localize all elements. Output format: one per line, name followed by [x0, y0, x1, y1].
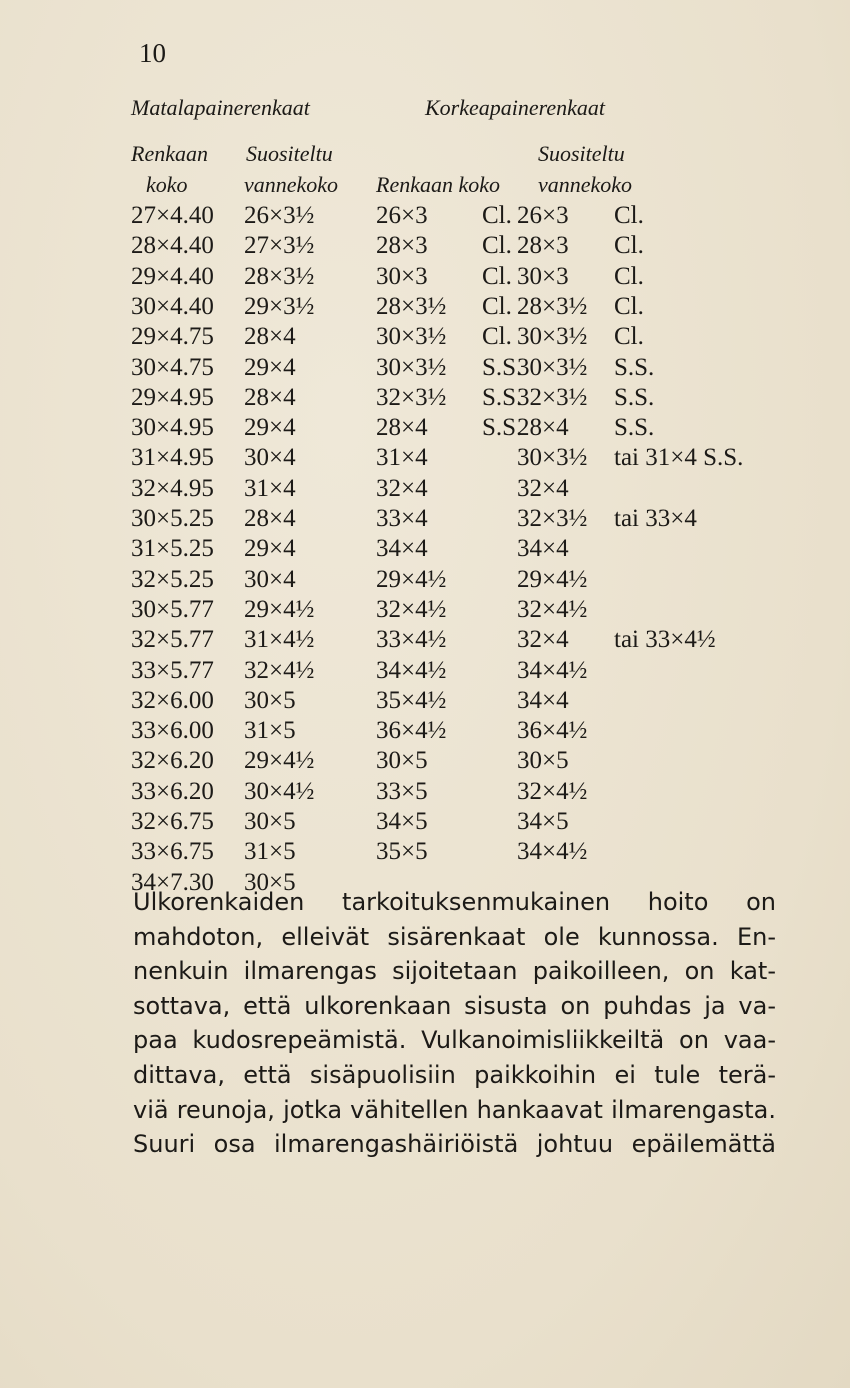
paragraph-line: dittava, että sisäpuolisiin paikkoihin ei tule terä-: [133, 1060, 776, 1089]
high-tire-size-cell: 33×4: [376, 505, 428, 532]
header-low-rim-1: Suositeltu: [246, 141, 333, 166]
high-rim-size-cell: 28×3: [517, 232, 569, 260]
low-tire-size-cell: 33×6.20: [131, 777, 214, 805]
high-tire-size-cell: 28×3: [376, 232, 428, 260]
paragraph-line: Suuri osa ilmarengashäiriöistä johtuu epäilemättä: [133, 1130, 776, 1159]
high-tire-size-cell: 35×5: [376, 838, 428, 866]
paragraph-line: nenkuin ilmarengas sijoitetaan paikoilleen, on kat-: [133, 957, 776, 986]
high-rim-size-cell: 30×3: [517, 262, 569, 290]
low-tire-size-cell: 33×5.77: [131, 656, 214, 684]
high-rim-size-cell: 32×4½: [517, 777, 588, 805]
low-rim-size-cell: 28×4: [244, 323, 296, 351]
header-low-tire-size-2: koko: [146, 172, 188, 197]
high-rim-note-cell: Cl.: [614, 232, 644, 260]
low-tire-size-cell: 34×7.30: [131, 868, 214, 896]
high-tire-size-cell: 34×5: [376, 808, 428, 835]
low-rim-size-cell: 27×3½: [244, 232, 315, 260]
high-rim-size-cell: 29×4½: [517, 565, 588, 593]
paragraph-line: mahdoton, elleivät sisärenkaat ole kunnossa. En-: [133, 922, 776, 951]
high-tire-type-cell: S.S.: [482, 383, 523, 411]
header-low-tire-size-1: Renkaan: [131, 141, 208, 166]
high-rim-size-cell: 32×4½: [517, 595, 588, 623]
low-rim-size-cell: 28×4: [244, 505, 296, 532]
header-low-pressure: Matalapainerenkaat: [131, 95, 310, 120]
high-rim-note-cell: Cl.: [614, 323, 644, 351]
high-tire-size-cell: 30×3½: [376, 323, 447, 351]
low-tire-size-cell: 30×5.25: [131, 505, 214, 532]
high-rim-note-cell: S.S.: [614, 353, 655, 381]
high-tire-size-cell: 32×3½: [376, 383, 447, 411]
low-rim-size-cell: 29×4½: [244, 595, 315, 623]
high-tire-type-cell: Cl.: [482, 232, 512, 260]
high-rim-note-cell: S.S.: [614, 414, 655, 442]
low-tire-size-cell: 33×6.75: [131, 838, 214, 866]
high-rim-size-cell: 32×3½: [517, 383, 588, 411]
low-rim-size-cell: 28×3½: [244, 262, 315, 290]
high-rim-note-cell: Cl.: [614, 292, 644, 320]
low-rim-size-cell: 29×4: [244, 353, 296, 381]
high-rim-size-cell: 34×5: [517, 808, 569, 835]
low-tire-size-cell: 30×4.95: [131, 414, 214, 442]
low-tire-size-cell: 33×6.00: [131, 717, 214, 745]
high-tire-size-cell: 36×4½: [376, 717, 447, 745]
low-tire-size-cell: 32×6.20: [131, 747, 214, 775]
low-tire-size-cell: 32×4.95: [131, 474, 214, 502]
low-rim-size-cell: 29×3½: [244, 292, 315, 320]
low-tire-size-cell: 29×4.75: [131, 323, 214, 351]
high-tire-size-cell: 34×4½: [376, 656, 447, 684]
low-tire-size-cell: 32×6.75: [131, 808, 214, 835]
header-high-rim-1: Suositeltu: [538, 141, 625, 166]
low-tire-size-cell: 28×4.40: [131, 232, 214, 260]
low-tire-size-cell: 32×5.25: [131, 565, 214, 593]
high-tire-size-cell: 32×4½: [376, 595, 447, 623]
high-tire-size-cell: 33×5: [376, 777, 428, 805]
low-tire-size-cell: 30×5.77: [131, 595, 214, 623]
low-rim-size-cell: 26×3½: [244, 202, 315, 229]
high-rim-size-cell: 34×4: [517, 535, 569, 563]
paragraph-line: Ulkorenkaiden tarkoituksenmukainen hoito on: [133, 888, 776, 916]
low-rim-size-cell: 31×5: [244, 717, 296, 745]
low-rim-size-cell: 32×4½: [244, 656, 315, 684]
high-tire-type-cell: Cl.: [482, 262, 512, 290]
high-tire-size-cell: 30×3½: [376, 353, 447, 381]
paragraph-line: viä reunoja, jotka vähitellen hankaavat ilmarengasta.: [133, 1095, 776, 1124]
low-tire-size-cell: 30×4.40: [131, 292, 214, 320]
low-tire-size-cell: 32×6.00: [131, 686, 214, 714]
header-high-tire-size: Renkaan koko: [376, 172, 500, 197]
low-rim-size-cell: 31×4: [244, 474, 296, 502]
header-low-rim-2: vannekoko: [244, 172, 339, 197]
high-rim-size-cell: 36×4½: [517, 717, 588, 745]
low-rim-size-cell: 30×4: [244, 565, 296, 593]
high-tire-size-cell: 34×4: [376, 535, 428, 563]
low-tire-size-cell: 29×4.40: [131, 262, 214, 290]
high-rim-note-cell: tai 33×4½: [614, 626, 716, 654]
low-rim-size-cell: 30×4: [244, 444, 296, 472]
low-tire-size-cell: 30×4.75: [131, 353, 214, 381]
low-rim-size-cell: 31×5: [244, 838, 296, 866]
high-rim-note-cell: Cl.: [614, 262, 644, 290]
high-rim-size-cell: 34×4: [517, 686, 569, 714]
high-rim-size-cell: 30×3½: [517, 323, 588, 351]
high-rim-note-cell: S.S.: [614, 383, 655, 411]
low-rim-size-cell: 29×4: [244, 414, 296, 442]
low-tire-size-cell: 31×5.25: [131, 535, 214, 563]
high-rim-note-cell: Cl.: [614, 202, 644, 229]
high-tire-size-cell: 26×3: [376, 202, 428, 229]
high-rim-size-cell: 30×3½: [517, 353, 588, 381]
high-tire-type-cell: Cl.: [482, 202, 512, 229]
high-rim-size-cell: 28×4: [517, 414, 569, 442]
page-number: 10: [139, 38, 166, 68]
low-rim-size-cell: 30×4½: [244, 777, 315, 805]
high-tire-size-cell: 29×4½: [376, 565, 447, 593]
high-rim-size-cell: 32×4: [517, 626, 569, 654]
low-rim-size-cell: 31×4½: [244, 626, 315, 654]
paragraph-line: paa kudosrepeämistä. Vulkanoimisliikkeiltä on vaa-: [133, 1026, 776, 1055]
low-rim-size-cell: 29×4½: [244, 747, 315, 775]
low-rim-size-cell: 30×5: [244, 686, 296, 714]
low-rim-size-cell: 29×4: [244, 535, 296, 563]
low-tire-size-cell: 29×4.95: [131, 383, 214, 411]
high-tire-type-cell: Cl.: [482, 323, 512, 351]
body-paragraph: [133, 885, 776, 1162]
high-rim-size-cell: 32×4: [517, 474, 569, 502]
high-rim-size-cell: 34×4½: [517, 656, 588, 684]
high-rim-note-cell: tai 31×4 S.S.: [614, 444, 744, 472]
high-rim-size-cell: 34×4½: [517, 838, 588, 866]
high-tire-type-cell: S.S.: [482, 353, 523, 381]
high-tire-type-cell: Cl.: [482, 292, 512, 320]
high-tire-size-cell: 28×3½: [376, 292, 447, 320]
high-tire-type-cell: S.S.: [482, 414, 523, 442]
high-tire-size-cell: 35×4½: [376, 686, 447, 714]
high-tire-size-cell: 32×4: [376, 474, 428, 502]
high-rim-size-cell: 30×5: [517, 747, 569, 775]
header-high-rim-2: vannekoko: [538, 172, 633, 197]
paragraph-line: sottava, että ulkorenkaan sisusta on puhdas ja va-: [133, 991, 776, 1020]
high-tire-size-cell: 30×3: [376, 262, 428, 290]
high-tire-size-cell: 31×4: [376, 444, 428, 472]
low-tire-size-cell: 32×5.77: [131, 626, 214, 654]
low-tire-size-cell: 31×4.95: [131, 444, 214, 472]
high-tire-size-cell: 33×4½: [376, 626, 447, 654]
low-tire-size-cell: 27×4.40: [131, 202, 214, 229]
high-rim-size-cell: 32×3½: [517, 505, 588, 532]
high-rim-size-cell: 30×3½: [517, 444, 588, 472]
high-tire-size-cell: 30×5: [376, 747, 428, 775]
low-rim-size-cell: 30×5: [244, 808, 296, 835]
high-rim-size-cell: 26×3: [517, 202, 569, 229]
high-rim-size-cell: 28×3½: [517, 292, 588, 320]
header-high-pressure: Korkeapainerenkaat: [425, 95, 606, 120]
high-rim-note-cell: tai 33×4: [614, 505, 697, 532]
low-rim-size-cell: 28×4: [244, 383, 296, 411]
low-rim-size-cell: 30×5: [244, 868, 296, 896]
high-tire-size-cell: 28×4: [376, 414, 428, 442]
